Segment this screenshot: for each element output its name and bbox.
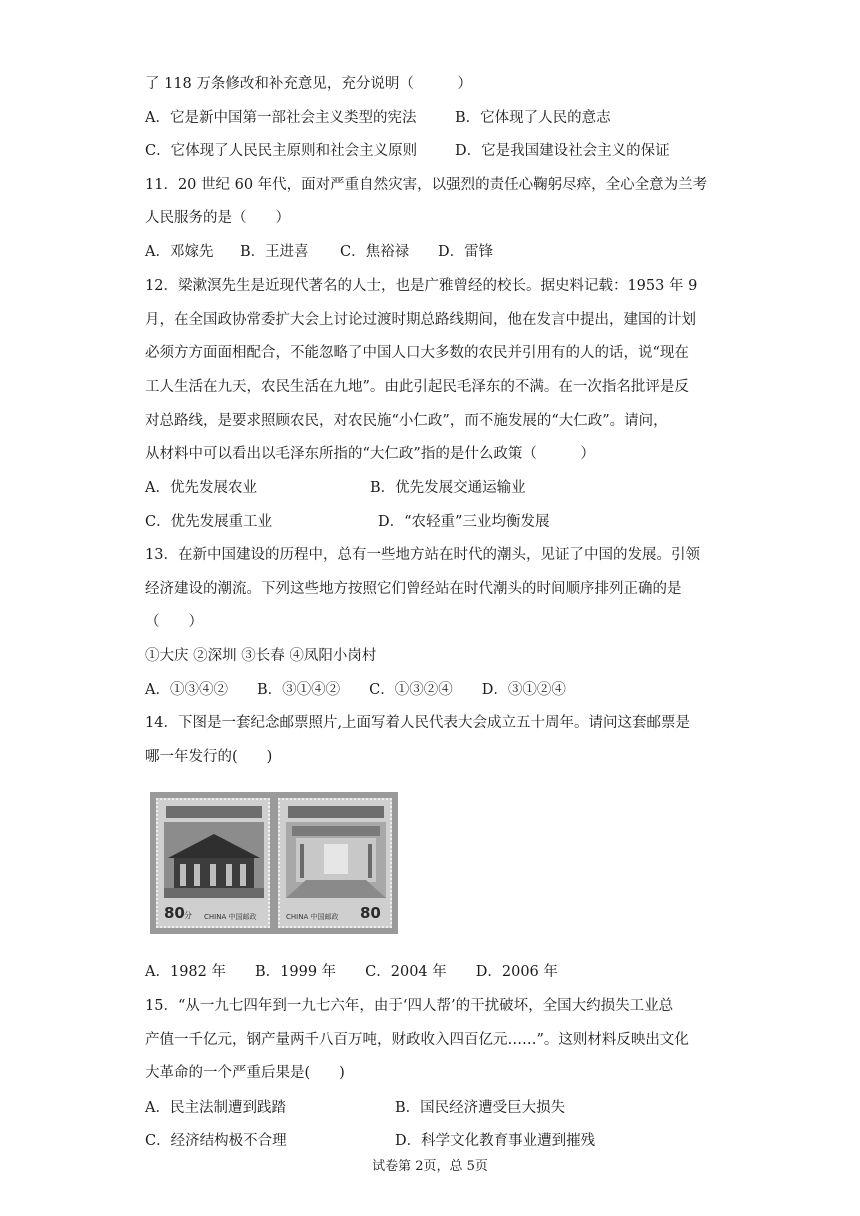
q13-stem: 13．在新中国建设的历程中，总有一些地方站在时代的潮头，见证了中国的发展。引领 <box>145 547 700 563</box>
q15-stem: 产值一千亿元，钢产量两千八百万吨，财政收入四百亿元……”。这则材料反映出文化 <box>145 1032 689 1048</box>
q11-option-d[interactable]: D．雷锋 <box>438 244 494 260</box>
q12-stem: 工人生活在九天，农民生活在九地”。由此引起民毛泽东的不满。在一次指名批评是反 <box>145 379 689 395</box>
stamp-value-suffix: 分 <box>184 911 192 920</box>
q12-stem: 对总路线，是要求照顾农民，对农民施“小仁政”，而不施发展的“大仁政”。请问， <box>145 413 668 429</box>
stamp-value: 80 <box>360 904 381 922</box>
q12-option-b[interactable]: B．优先发展交通运输业 <box>370 480 526 496</box>
q13-options[interactable]: A．①③④② B．③①④② C．①③②④ D．③①②④ <box>145 682 566 698</box>
q11-stem: 人民服务的是（ ） <box>145 210 290 226</box>
q14-options[interactable]: A．1982 年 B．1999 年 C．2004 年 D．2006 年 <box>145 964 558 980</box>
stamp-banner <box>166 806 262 818</box>
q10-option-d[interactable]: D．它是我国建设社会主义的保证 <box>455 143 670 159</box>
q12-option-c[interactable]: C．优先发展重工业 <box>145 514 273 530</box>
q10-option-a[interactable]: A．它是新中国第一部社会主义类型的宪法 <box>145 110 417 126</box>
q12-option-a[interactable]: A．优先发展农业 <box>145 480 257 496</box>
q12-stem: 12．梁漱溟先生是近现代著名的人士，也是广雅曾经的校长。据史料记载：1953 年 9 <box>145 278 698 294</box>
q10-option-c[interactable]: C．它体现了人民民主原则和社会主义原则 <box>145 143 418 159</box>
stamp-left <box>156 798 270 928</box>
q14-stem: 14．下图是一套纪念邮票照片,上面写着人民代表大会成立五十周年。请问这套邮票是 <box>145 715 691 731</box>
stamp-country: CHINA 中国邮政 <box>286 913 339 921</box>
q15-option-c[interactable]: C．经济结构极不合理 <box>145 1133 287 1149</box>
stamp-building-image <box>164 822 264 898</box>
q14-stem: 哪一年发行的( ) <box>145 749 273 765</box>
q13-stem: 经济建设的潮流。下列这些地方按照它们曾经站在时代潮头的时间顺序排列正确的是 <box>145 581 682 597</box>
page-footer: 试卷第 2页，总 5页 <box>372 1159 488 1174</box>
q12-stem: 月，在全国政协常委扩大会上讨论过渡时期总路线期间，他在发言中提出，建国的计划 <box>145 312 696 328</box>
q11-option-c[interactable]: C．焦裕禄 <box>340 244 410 260</box>
hall-illustration <box>286 822 386 898</box>
q15-stem: 大革命的一个严重后果是( ) <box>145 1065 345 1081</box>
stamp-right <box>278 798 392 928</box>
building-illustration <box>164 822 264 898</box>
stamp-photo <box>150 792 398 934</box>
stamp-value: 80 <box>164 904 185 922</box>
q13-items: ①大庆 ②深圳 ③长春 ④凤阳小岗村 <box>145 648 377 664</box>
q15-option-a[interactable]: A．民主法制遭到践踏 <box>145 1100 286 1116</box>
stamp-banner <box>288 806 384 818</box>
q13-stem: （ ） <box>145 614 203 630</box>
q15-option-b[interactable]: B．国民经济遭受巨大损失 <box>395 1100 566 1116</box>
q15-option-d[interactable]: D．科学文化教育事业遭到摧残 <box>395 1133 596 1149</box>
q11-stem: 11．20 世纪 60 年代，面对严重自然灾害，以强烈的责任心鞠躬尽瘁，全心全意为兰考 <box>145 177 708 193</box>
q11-option-b[interactable]: B．王进喜 <box>240 244 309 260</box>
q12-stem: 必须方方面面相配合，不能忽略了中国人口大多数的农民并引用有的人的话，说“现在 <box>145 345 689 361</box>
stamp-country: CHINA 中国邮政 <box>204 913 257 921</box>
stamp-hall-image <box>286 822 386 898</box>
q11-option-a[interactable]: A．邓嫁先 <box>145 244 214 260</box>
q12-stem: 从材料中可以看出以毛泽东所指的“大仁政”指的是什么政策（ ） <box>145 446 595 462</box>
q10-option-b[interactable]: B．它体现了人民的意志 <box>455 110 611 126</box>
q12-option-d[interactable]: D．“农轻重”三业均衡发展 <box>378 514 550 530</box>
q10-stem-end: 了 118 万条修改和补充意见，充分说明（ ） <box>145 76 472 92</box>
q15-stem: 15．“从一九七四年到一九七六年，由于‘四人帮’的干扰破坏，全国大约损失工业总 <box>145 998 674 1014</box>
